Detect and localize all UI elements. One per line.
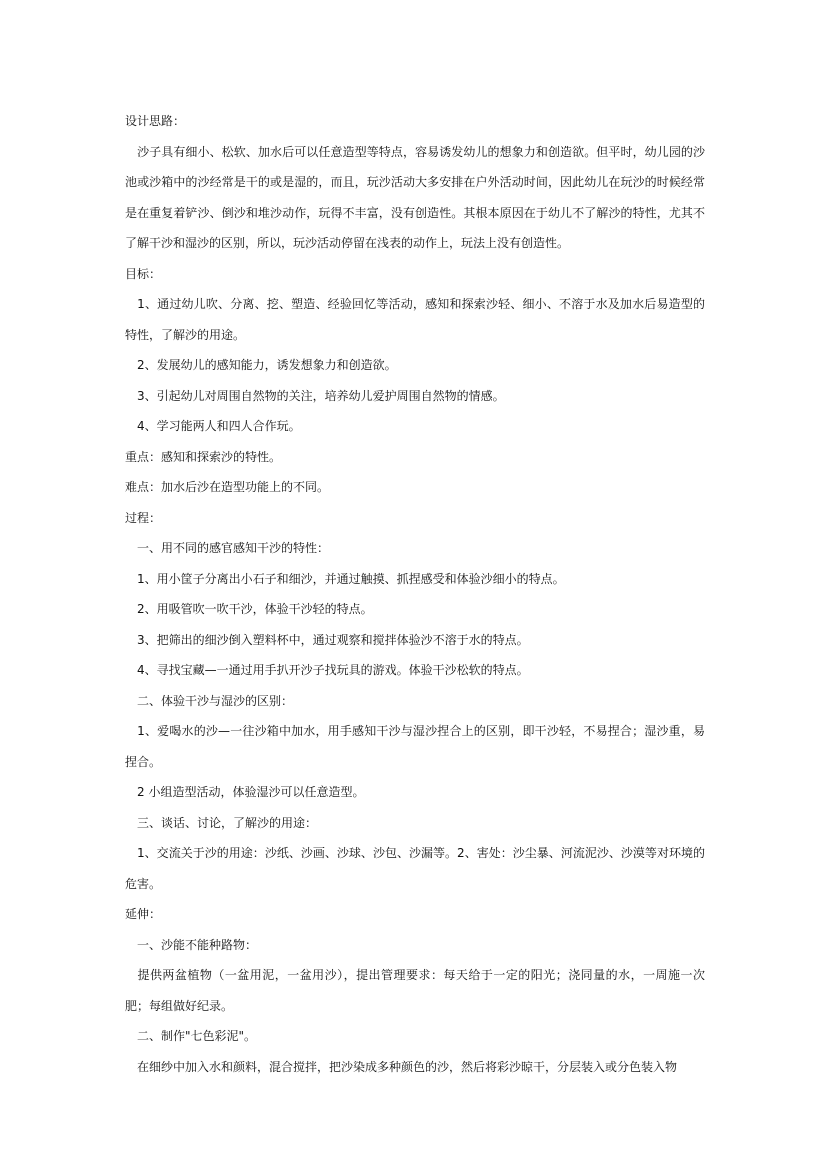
process-1-item-1: 1、用小筐子分离出小石子和细沙，并通过触摸、抓捏感受和体验沙细小的特点。	[125, 571, 565, 586]
process-section-3: 三、谈话、讨论，了解沙的用途：	[125, 815, 318, 830]
heading-goals: 目标：	[125, 266, 162, 281]
document-page	[125, 106, 705, 1082]
heading-design-idea: 设计思路：	[125, 114, 186, 128]
goal-item-4: 4、学习能两人和四人合作玩。	[125, 419, 301, 433]
process-1-item-2: 2、用吸管吹一吹干沙，体验干沙轻的特点。	[125, 602, 373, 616]
goal-item-1: 1、通过幼儿吹、分离、挖、塑造、经验回忆等活动，感知和探索沙轻、细小、不溶于水及加水后易造型的特性，了解沙的用途。	[125, 297, 705, 342]
extension-section-1: 一、沙能不能种路物：	[125, 937, 258, 952]
process-section-2: 二、体验干沙与湿沙的区别：	[125, 693, 294, 708]
heading-process: 过程：	[125, 510, 162, 525]
extension-2-body: 在细纱中加入水和颜料，混合搅拌，把沙染成多种颜色的沙，然后将彩沙晾干，分层装入或分色装入物	[125, 1059, 678, 1074]
goal-item-2: 2、发展幼儿的感知能力，诱发想象力和创造欲。	[125, 358, 397, 372]
heading-extension: 延伸：	[125, 907, 162, 921]
goal-item-3: 3、引起幼儿对周围自然物的关注，培养幼儿爱护周围自然物的情感。	[125, 388, 505, 403]
key-point: 重点：感知和探索沙的特性。	[125, 449, 282, 464]
process-3-item-1: 1、交流关于沙的用途：沙纸、沙画、沙球、沙包、沙漏等。2、害处：沙尘暴、河流泥沙、沙漠等对环境的危害。	[125, 846, 705, 891]
difficult-point: 难点：加水后沙在造型功能上的不同。	[125, 480, 330, 494]
extension-1-body: 提供两盆植物（一盆用泥，一盆用沙），提出管理要求：每天给于一定的阳光；浇同量的水，一周施一次肥；每组做好纪录。	[125, 968, 705, 1013]
extension-section-2: 二、制作"七色彩泥"。	[125, 1029, 257, 1043]
process-1-item-4: 4、寻找宝藏—一通过用手扒开沙子找玩具的游戏。体验干沙松软的特点。	[125, 663, 529, 677]
paragraph-design-idea: 沙子具有细小、松软、加水后可以任意造型等特点，容易诱发幼儿的想象力和创造欲。但平时，幼儿园的沙池或沙箱中的沙经常是干的或是湿的，而且，玩沙活动大多安排在户外活动时间，因此幼儿在玩沙的时候经常是在重复着铲沙、倒沙和堆沙动作，玩得不丰富，没有创造性。其根本原因在于幼儿不了解沙的特性，尤其不了解干沙和湿沙的区别，所以，玩沙活动停留在浅表的动作上，玩法上没有创造性。	[125, 144, 705, 250]
process-2-item-1: 1、爱喝水的沙—一往沙箱中加水，用手感知干沙与湿沙捏合上的区别，即干沙轻，不易捏合；湿沙重，易捏合。	[125, 724, 705, 769]
process-section-1: 一、用不同的感官感知干沙的特性：	[125, 541, 330, 555]
process-1-item-3: 3、把筛出的细沙倒入塑料杯中，通过观察和搅拌体验沙不溶于水的特点。	[125, 632, 529, 647]
process-2-item-2: 2 小组造型活动，体验湿沙可以任意造型。	[125, 785, 365, 799]
